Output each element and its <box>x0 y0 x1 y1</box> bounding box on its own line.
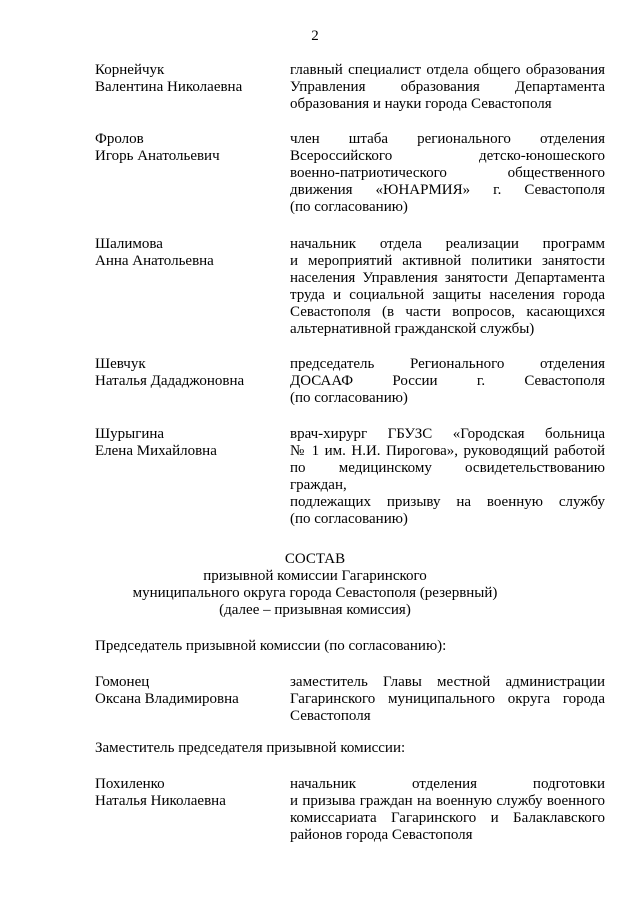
role-line: Гагаринского муниципального округа города <box>290 691 605 707</box>
role-line: начальник отдела реализации программ <box>290 236 605 252</box>
heading-line: муниципального округа города Севастополя (резервный) <box>132 585 498 601</box>
member-surname: Гомонец <box>95 674 150 690</box>
member-role <box>290 62 605 113</box>
role-line: движения «ЮНАРМИЯ» г. Севастополя <box>290 182 605 198</box>
role-line: ДОСААФ России г. Севастополя <box>290 373 605 389</box>
member-name <box>95 62 285 96</box>
member-name <box>95 674 285 708</box>
member-surname: Шевчук <box>95 356 146 372</box>
member-surname: Шалимова <box>95 236 163 252</box>
role-line: Всероссийского детско-юношеского <box>290 148 605 164</box>
deputy-label: Заместитель председателя призывной комиссии: <box>95 740 406 756</box>
role-line: (по согласованию) <box>290 511 408 527</box>
member-surname: Корнейчук <box>95 62 165 78</box>
member-name <box>95 356 285 390</box>
member-role <box>290 426 605 528</box>
role-line: врач-хирург ГБУЗС «Городская больница <box>290 426 605 442</box>
role-line: образования и науки города Севастополя <box>290 96 552 112</box>
role-line: Управления образования Департамента <box>290 79 605 95</box>
role-line: (по согласованию) <box>290 390 408 406</box>
heading-line: призывной комиссии Гагаринского <box>203 568 427 584</box>
role-line: населения Управления занятости Департамента <box>290 270 605 286</box>
heading-title: СОСТАВ <box>284 551 346 567</box>
member-role <box>290 674 605 725</box>
member-name <box>95 131 285 165</box>
role-line: и мероприятий активной политики занятости <box>290 253 605 269</box>
role-line: по медицинскому освидетельствованию граждан, <box>290 460 605 493</box>
member-surname: Похиленко <box>95 776 165 792</box>
member-role <box>290 356 605 407</box>
member-surname: Шурыгина <box>95 426 165 442</box>
composition-heading <box>0 551 630 619</box>
role-line: военно-патриотического общественного <box>290 165 605 181</box>
member-name <box>95 776 285 810</box>
role-line: заместитель Главы местной администрации <box>290 674 605 690</box>
member-role <box>290 776 605 844</box>
member-given-names: Игорь Анатольевич <box>95 148 220 164</box>
role-line: подлежащих призыву на военную службу <box>290 494 605 510</box>
member-role <box>290 131 605 216</box>
member-role <box>290 236 605 338</box>
role-line: № 1 им. Н.И. Пирогова», руководящий работой <box>290 443 605 459</box>
member-given-names: Наталья Николаевна <box>95 793 226 809</box>
member-name <box>95 236 285 270</box>
role-line: председатель Регионального отделения <box>290 356 605 372</box>
member-name <box>95 426 285 460</box>
member-given-names: Елена Михайловна <box>95 443 217 459</box>
member-given-names: Анна Анатольевна <box>95 253 214 269</box>
role-line: начальник отделения подготовки <box>290 776 605 792</box>
role-line: комиссариата Гагаринского и Балаклавского <box>290 810 605 826</box>
role-line: альтернативной гражданской службы) <box>290 321 535 337</box>
member-surname: Фролов <box>95 131 144 147</box>
role-line: Севастополя (в части вопросов, касающихся <box>290 304 605 320</box>
role-line: член штаба регионального отделения <box>290 131 605 147</box>
chairman-label: Председатель призывной комиссии (по согласованию): <box>95 638 447 654</box>
role-line: Севастополя <box>290 708 371 724</box>
member-given-names: Наталья Дададжоновна <box>95 373 245 389</box>
role-line: главный специалист отдела общего образования <box>290 62 605 78</box>
heading-line: (далее – призывная комиссия) <box>219 602 411 618</box>
role-line: (по согласованию) <box>290 199 408 215</box>
role-line: труда и социальной защиты населения города <box>290 287 605 303</box>
role-line: и призыва граждан на военную службу военного <box>290 793 605 809</box>
page-number: 2 <box>311 28 319 44</box>
member-given-names: Валентина Николаевна <box>95 79 243 95</box>
member-given-names: Оксана Владимировна <box>95 691 239 707</box>
role-line: районов города Севастополя <box>290 827 473 843</box>
